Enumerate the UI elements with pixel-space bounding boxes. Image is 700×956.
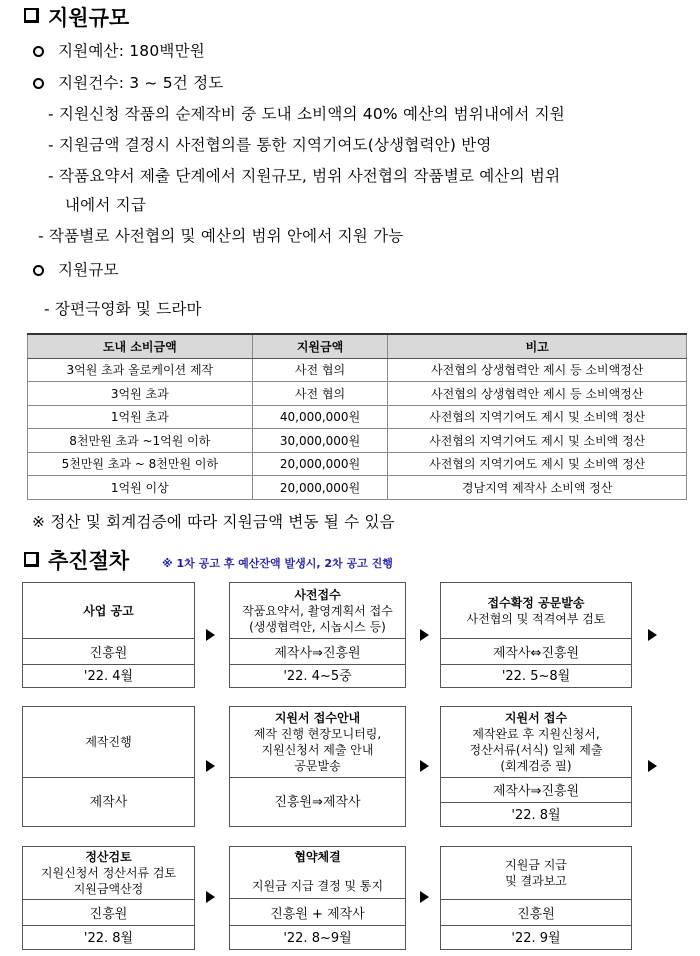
step-who: 제작사⇒진흥원 [441,777,631,803]
step-title: 정산검토 [85,850,132,864]
step-when: '22. 8월 [83,930,134,946]
arrow-right-icon [648,760,657,772]
step-when: '22. 8~9월 [283,930,352,946]
circle-bullet-icon [33,265,44,276]
step-desc-line: 정산서류(서식) 일체 제출 [469,743,603,757]
step-box [22,706,195,827]
table-cell: 경남지역 제작사 소비액 정산 [388,476,687,500]
step-desc-line: 공문발송 [294,759,341,773]
step-desc-line: 제작완료 후 지원신청서, [472,727,600,741]
table-header: 도내 소비금액 [28,334,253,358]
table-cell: 3억원 초과 올로케이션 제작 [28,358,253,382]
step-who: 제작사 [89,795,128,810]
table-row [28,405,687,429]
step-when: '22. 4~5중 [283,669,352,684]
table-row [28,476,687,500]
arrow-right-icon [206,629,215,641]
table-cell: 1억원 초과 [28,405,253,429]
step-title: 협약체결 [294,850,341,864]
step-title: 사전접수 [294,587,341,602]
step-desc: 제작진행 [23,707,194,778]
table-cell: 40,000,000원 [252,405,388,429]
step-when: '22. 9월 [511,930,561,946]
step-desc-line: (생생협력안, 시놉시스 등) [249,619,386,634]
step-desc-line: (회계검증 필) [500,759,572,773]
circle-bullet-icon [33,78,44,89]
step-who: 진흥원 [23,638,194,665]
table-cell: 20,000,000원 [252,452,388,476]
procedure-note: ※ 1차 공고 후 예산잔액 발생시, 2차 공고 진행 [162,557,393,570]
step-when: '22. 8월 [511,807,561,823]
table-cell: 8천만원 초과 ~1억원 이하 [28,429,253,453]
arrow-right-icon [420,629,429,641]
table-cell: 20,000,000원 [252,476,388,500]
step-who: 진흥원⇒제작사 [274,795,361,810]
table-cell: 사전협의 지역기여도 제시 및 소비액 정산 [388,405,687,429]
section-marker-icon [24,8,39,23]
table-note: ※ 정산 및 회계검증에 따라 지원금액 변동 될 수 있음 [32,513,395,531]
dash-line-1: - 지원신청 작품의 순제작비 중 도내 소비액의 40% 예산의 범위내에서 지원 [48,105,565,123]
section-title-support-scale: 지원규모 [48,6,130,30]
step-desc-line: 지원신청서 제출 안내 [261,743,374,757]
dash-line-4: - 작품별로 사전협의 및 예산의 범위 안에서 지원 가능 [38,227,404,245]
arrow-right-icon [420,891,429,903]
step-desc: 사전협의 및 적격여부 검토 [466,611,606,626]
step-when: '22. 4월 [83,669,134,684]
dash-line-3-cont: 내에서 지급 [65,196,146,214]
table-cell: 3억원 초과 [28,382,253,406]
step-desc-line: 작품요약서, 촬영계획서 접수 [242,603,393,618]
step-desc-line: 제작 진행 현장모니터링, [253,727,382,741]
support-amount-table [27,333,687,500]
arrow-right-icon [206,760,215,772]
step-box [229,846,406,950]
table-cell: 사전협의 지역기여도 제시 및 소비액 정산 [388,429,687,453]
arrow-right-icon [648,629,657,641]
table-row [28,382,687,406]
step-desc-line: 및 결과보고 [505,874,567,888]
table-cell: 5천만원 초과 ~ 8천만원 이하 [28,452,253,476]
step-desc-line: 지원금 지급 [505,858,567,872]
step-box [22,582,195,688]
table-row [28,452,687,476]
scale-line: 지원규모 [58,261,119,279]
step-box [440,846,632,950]
table-cell: 30,000,000원 [252,429,388,453]
step-box [440,582,632,688]
genre-line: - 장편극영화 및 드라마 [44,300,202,318]
table-cell: 1억원 이상 [28,476,253,500]
step-title: 접수확정 공문발송 [487,595,585,610]
step-desc-line: 지원신청서 정산서류 검토 [40,866,177,880]
step-box [22,846,195,950]
table-row [28,429,687,453]
table-header: 비고 [388,334,687,358]
table-cell: 사전 협의 [252,358,388,382]
step-who: 진흥원 [441,899,631,926]
table-cell: 사전협의 상생협력안 제시 등 소비액정산 [388,358,687,382]
step-desc-line: 지원금액산정 [73,882,144,896]
dash-line-2: - 지원금액 결정시 사전협의를 통한 지역기여도(상생협력안) 반영 [48,136,492,154]
step-box [229,706,406,827]
table-cell: 사전협의 상생협력안 제시 등 소비액정산 [388,382,687,406]
step-box [440,706,632,827]
table-row [28,358,687,382]
step-who: 제작사⇒진흥원 [230,638,405,665]
budget-line: 지원예산: 180백만원 [58,42,205,60]
arrow-right-icon [206,891,215,903]
circle-bullet-icon [33,46,44,57]
table-cell: 사전 협의 [252,382,388,406]
step-desc: 지원금 지급 결정 및 통지 [251,879,384,893]
step-title: 사업 공고 [23,583,194,639]
table-header: 지원금액 [252,334,388,358]
step-who: 진흥원 + 제작사 [230,899,405,926]
section-marker-icon [24,552,39,567]
arrow-right-icon [420,760,429,772]
step-when: '22. 5~8월 [501,669,571,684]
step-who: 제작사⇔진흥원 [441,638,631,665]
table-cell: 사전협의 지역기여도 제시 및 소비액 정산 [388,452,687,476]
section-title-procedure: 추진절차 [48,549,130,573]
count-line: 지원건수: 3 ~ 5건 정도 [58,74,224,92]
dash-line-3: - 작품요약서 제출 단계에서 지원규모, 범위 사전협의 작품별로 예산의 범위 [48,167,561,185]
step-who: 진흥원 [23,899,194,926]
step-title: 지원서 접수 [504,711,568,725]
step-title: 지원서 접수안내 [274,711,361,725]
step-box [229,582,406,688]
